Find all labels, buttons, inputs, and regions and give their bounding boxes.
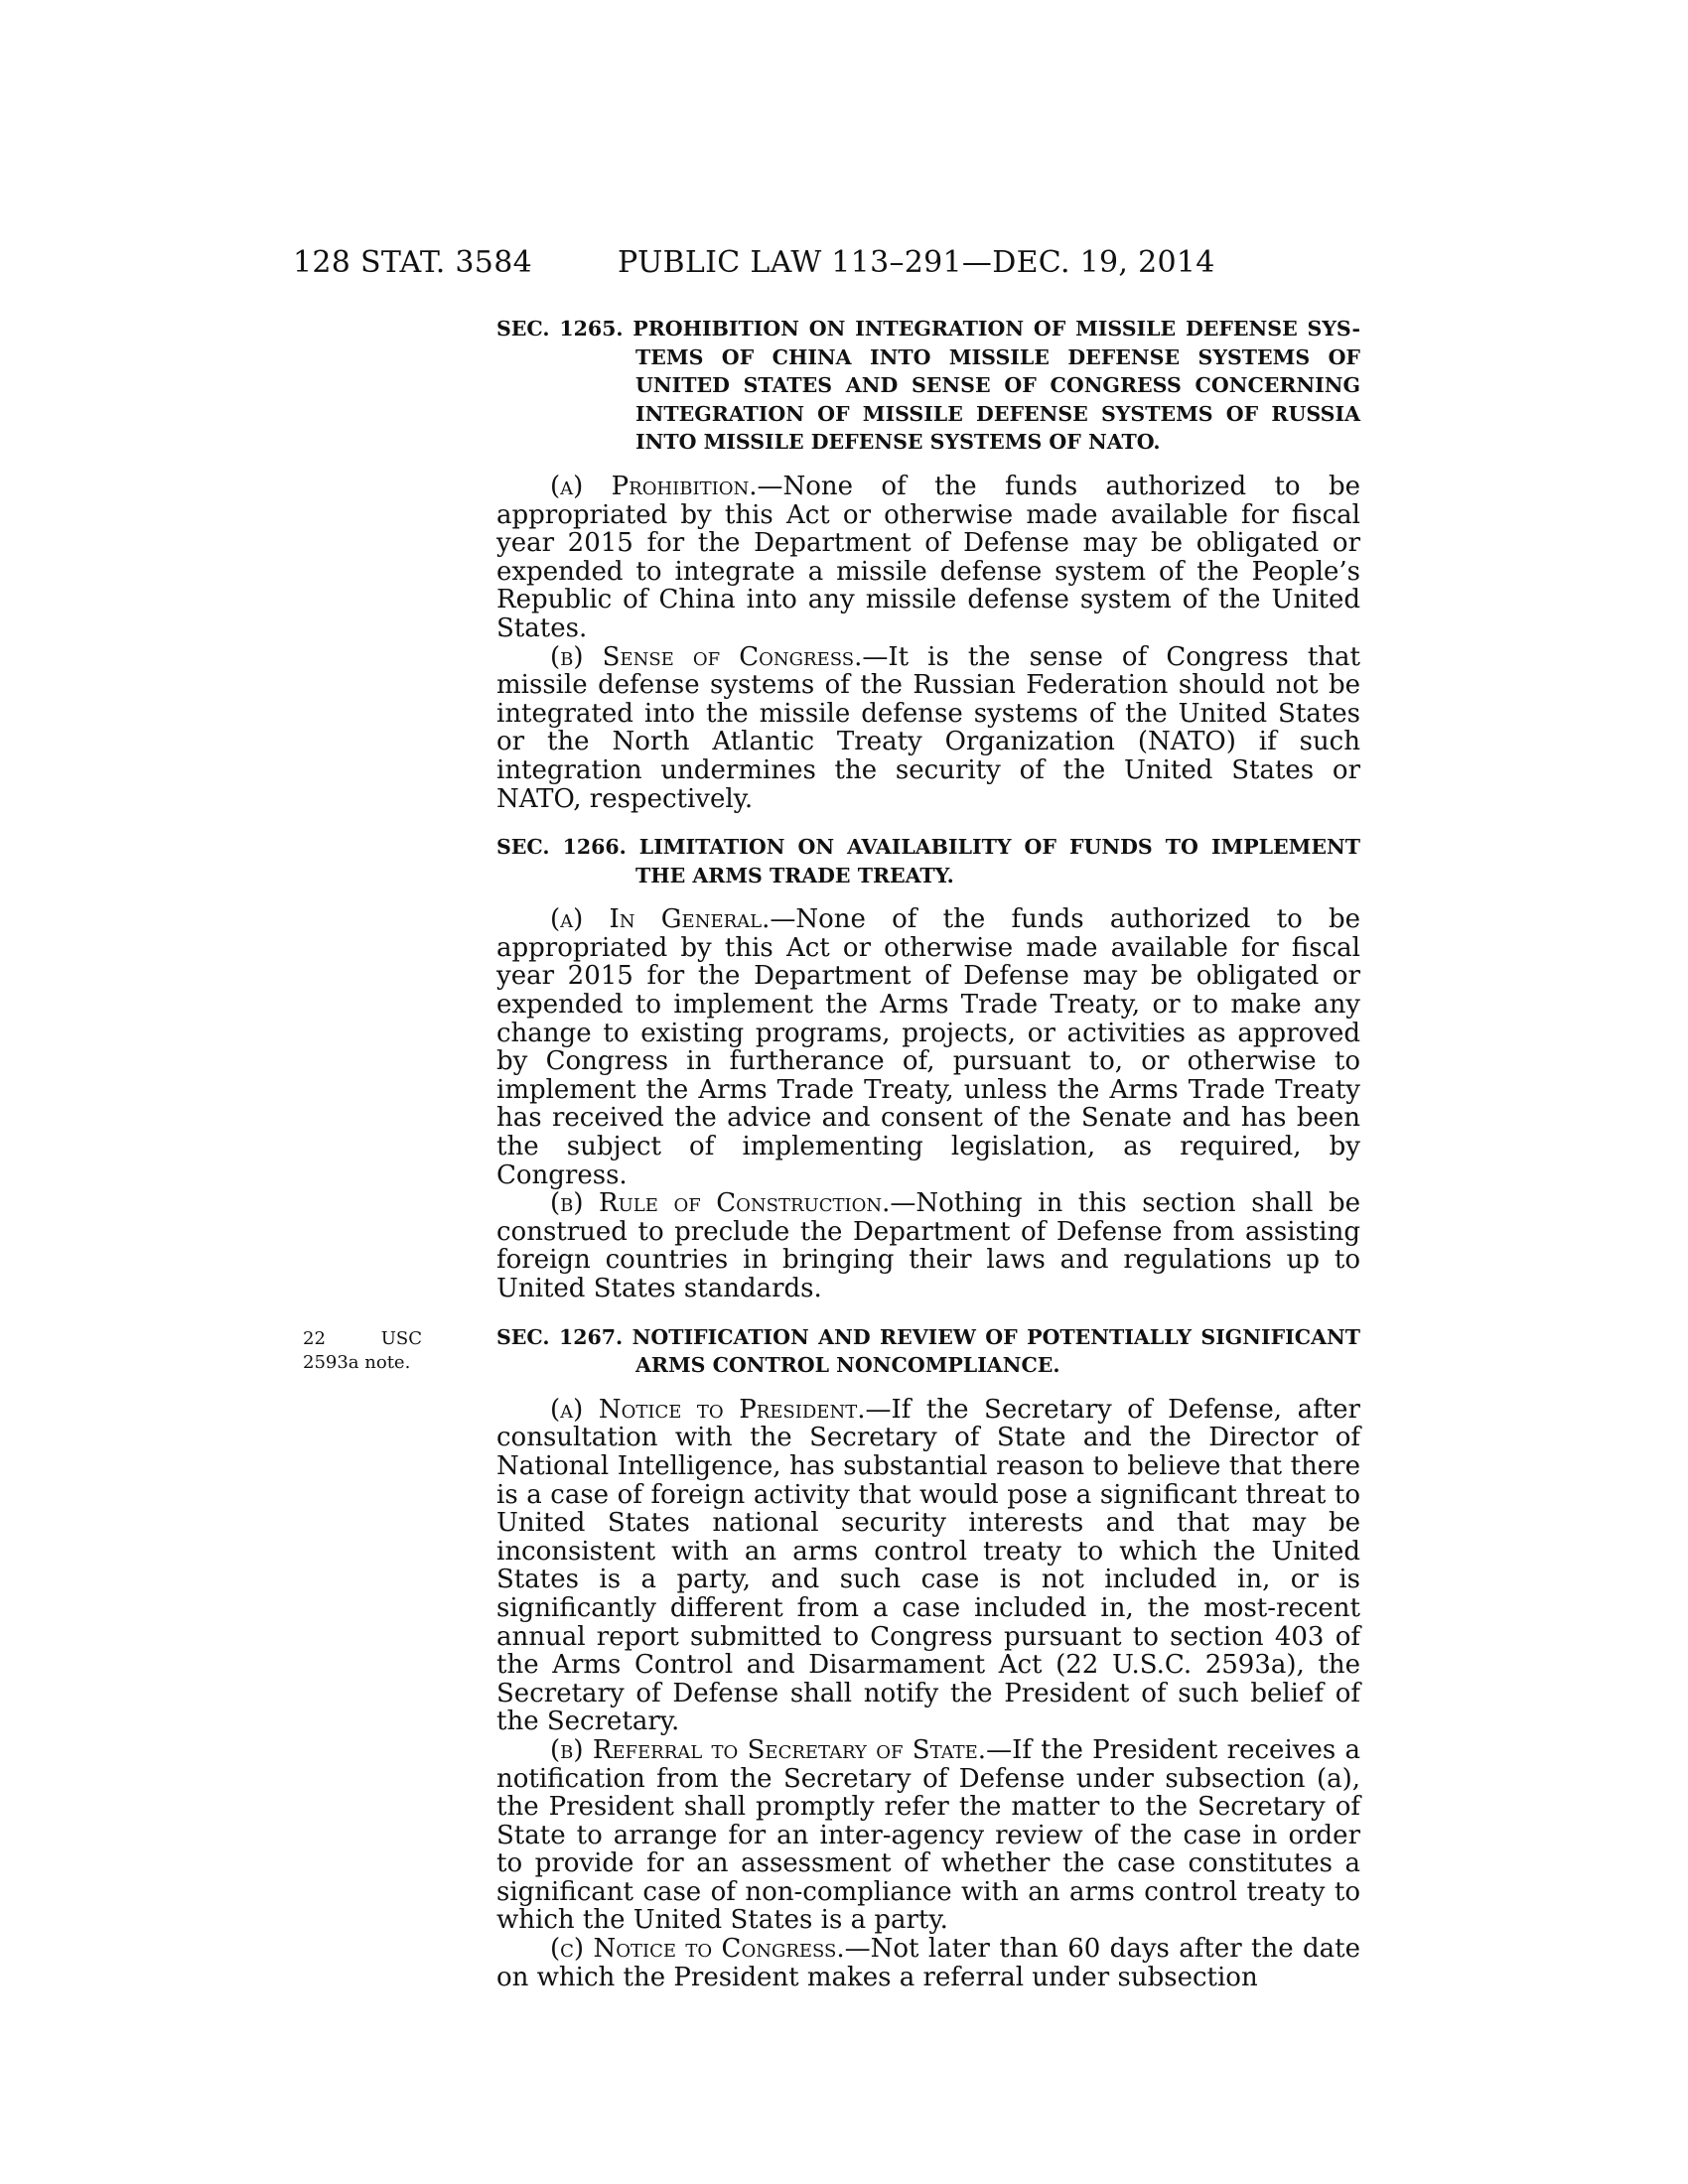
paragraph-text: —Nothing in this section shall be construed to preclude the Department of Defense from assisting foreign countries in bringing their laws and regulations up to United States standards. xyxy=(496,1188,1360,1303)
paragraph xyxy=(496,905,1360,1189)
subsection-lead: (b) Sense of Congress. xyxy=(550,641,863,672)
subsection-lead: (a) Prohibition. xyxy=(550,471,758,501)
section-gap xyxy=(496,813,1360,833)
section-heading: SEC. 1265. PROHIBITION ON INTEGRATION OF MISSILE DEFENSE SYS-TEMS OF CHINA INTO MISSILE DEFENSE SYSTEMS OF UNITED STATES AND SENSE OF CONGRESS CONCERNING INTEGRATION OF MISSILE DEFENSE SYSTEMS OF RUSSIA INTO MISSILE DEFENSE SYSTEMS OF NATO. xyxy=(496,317,1360,455)
subsection-lead: (b) Referral to Secretary of State. xyxy=(550,1734,987,1765)
section-gap xyxy=(496,1303,1360,1323)
paragraph xyxy=(496,643,1360,814)
paragraph xyxy=(496,1189,1360,1302)
page-header xyxy=(0,245,1688,285)
paragraph xyxy=(496,1736,1360,1935)
section-heading: SEC. 1267. NOTIFICATION AND REVIEW OF POTENTIALLY SIGNIFICANT ARMS CONTROL NONCOMPLIANCE. xyxy=(496,1324,1360,1378)
section-1265 xyxy=(496,315,1360,813)
section-1267 xyxy=(303,1323,1361,1992)
paragraph xyxy=(496,1396,1360,1736)
paragraph-text: —None of the funds authorized to be appropriated by this Act or otherwise made available for fiscal year 2015 for the Department of Defense may be obligated or expended to integrate a missile defense system of the People’s Republic of China into any missile defense system of the United States. xyxy=(496,471,1361,643)
running-head: PUBLIC LAW 113–291—DEC. 19, 2014 xyxy=(618,245,1215,280)
subsection-lead: (a) In General. xyxy=(550,904,771,935)
paragraph xyxy=(496,473,1360,643)
paragraph-text: —Not later than 60 days after the date on which the President makes a referral under subsection xyxy=(496,1934,1361,1992)
subsection-lead: (b) Rule of Construction. xyxy=(550,1188,891,1219)
paragraph xyxy=(496,1935,1360,1991)
section-heading: SEC. 1266. LIMITATION ON AVAILABILITY OF FUNDS TO IMPLEMENT THE ARMS TRADE TREATY. xyxy=(496,835,1360,887)
margin-note: 22 USC 2593a note. xyxy=(303,1327,422,1373)
paragraph-text: —If the President receives a notification from the Secretary of Defense under subsection (a), the President shall promptly refer the matter to the Secretary of State to arrange for an inter-agency review of the case in order to provide for an assessment of whether the case constitutes a significant case of non-compliance with an arms control treaty to which the United States is a party. xyxy=(496,1734,1360,1936)
paragraph-text: —It is the sense of Congress that missile defense systems of the Russian Federation should not be integrated into the missile defense systems of the United States or the North Atlantic Treaty Organization (NATO) if such integration undermines the security of the United States or NATO, respectively. xyxy=(496,641,1361,814)
section-1266 xyxy=(496,833,1360,1303)
subsection-lead: (c) Notice to Congress. xyxy=(550,1934,845,1965)
statute-page-number: 128 STAT. 3584 xyxy=(293,245,532,280)
paragraph-text: —None of the funds authorized to be appropriated by this Act or otherwise made available for fiscal year 2015 for the Department of Defense may be obligated or expended to implement the Arms Trade Treaty, or to make any change to existing programs, projects, or activities as approved by Congress in furtherance of, pursuant to, or otherwise to implement the Arms Trade Treaty, unless the Arms Trade Treaty has received the advice and consent of the Senate and has been the subject of implementing legislation, as required, by Congress. xyxy=(496,904,1360,1190)
subsection-lead: (a) Notice to President. xyxy=(550,1394,866,1425)
paragraph-text: —If the Secretary of Defense, after consultation with the Secretary of State and the Director of National Intelligence, has substantial reason to believe that there is a case of foreign activity that would pose a significant threat to United States national security interests and that may be inconsistent with an arms control treaty to which the United States is a party, and such case is not included in, or is significantly different from a case included in, the most-recent annual report submitted to Congress pursuant to section 403 of the Arms Control and Disarmament Act (22 U.S.C. 2593a), the Secretary of Defense shall notify the President of such belief of the Secretary. xyxy=(496,1394,1360,1737)
text-column xyxy=(303,315,1361,1992)
